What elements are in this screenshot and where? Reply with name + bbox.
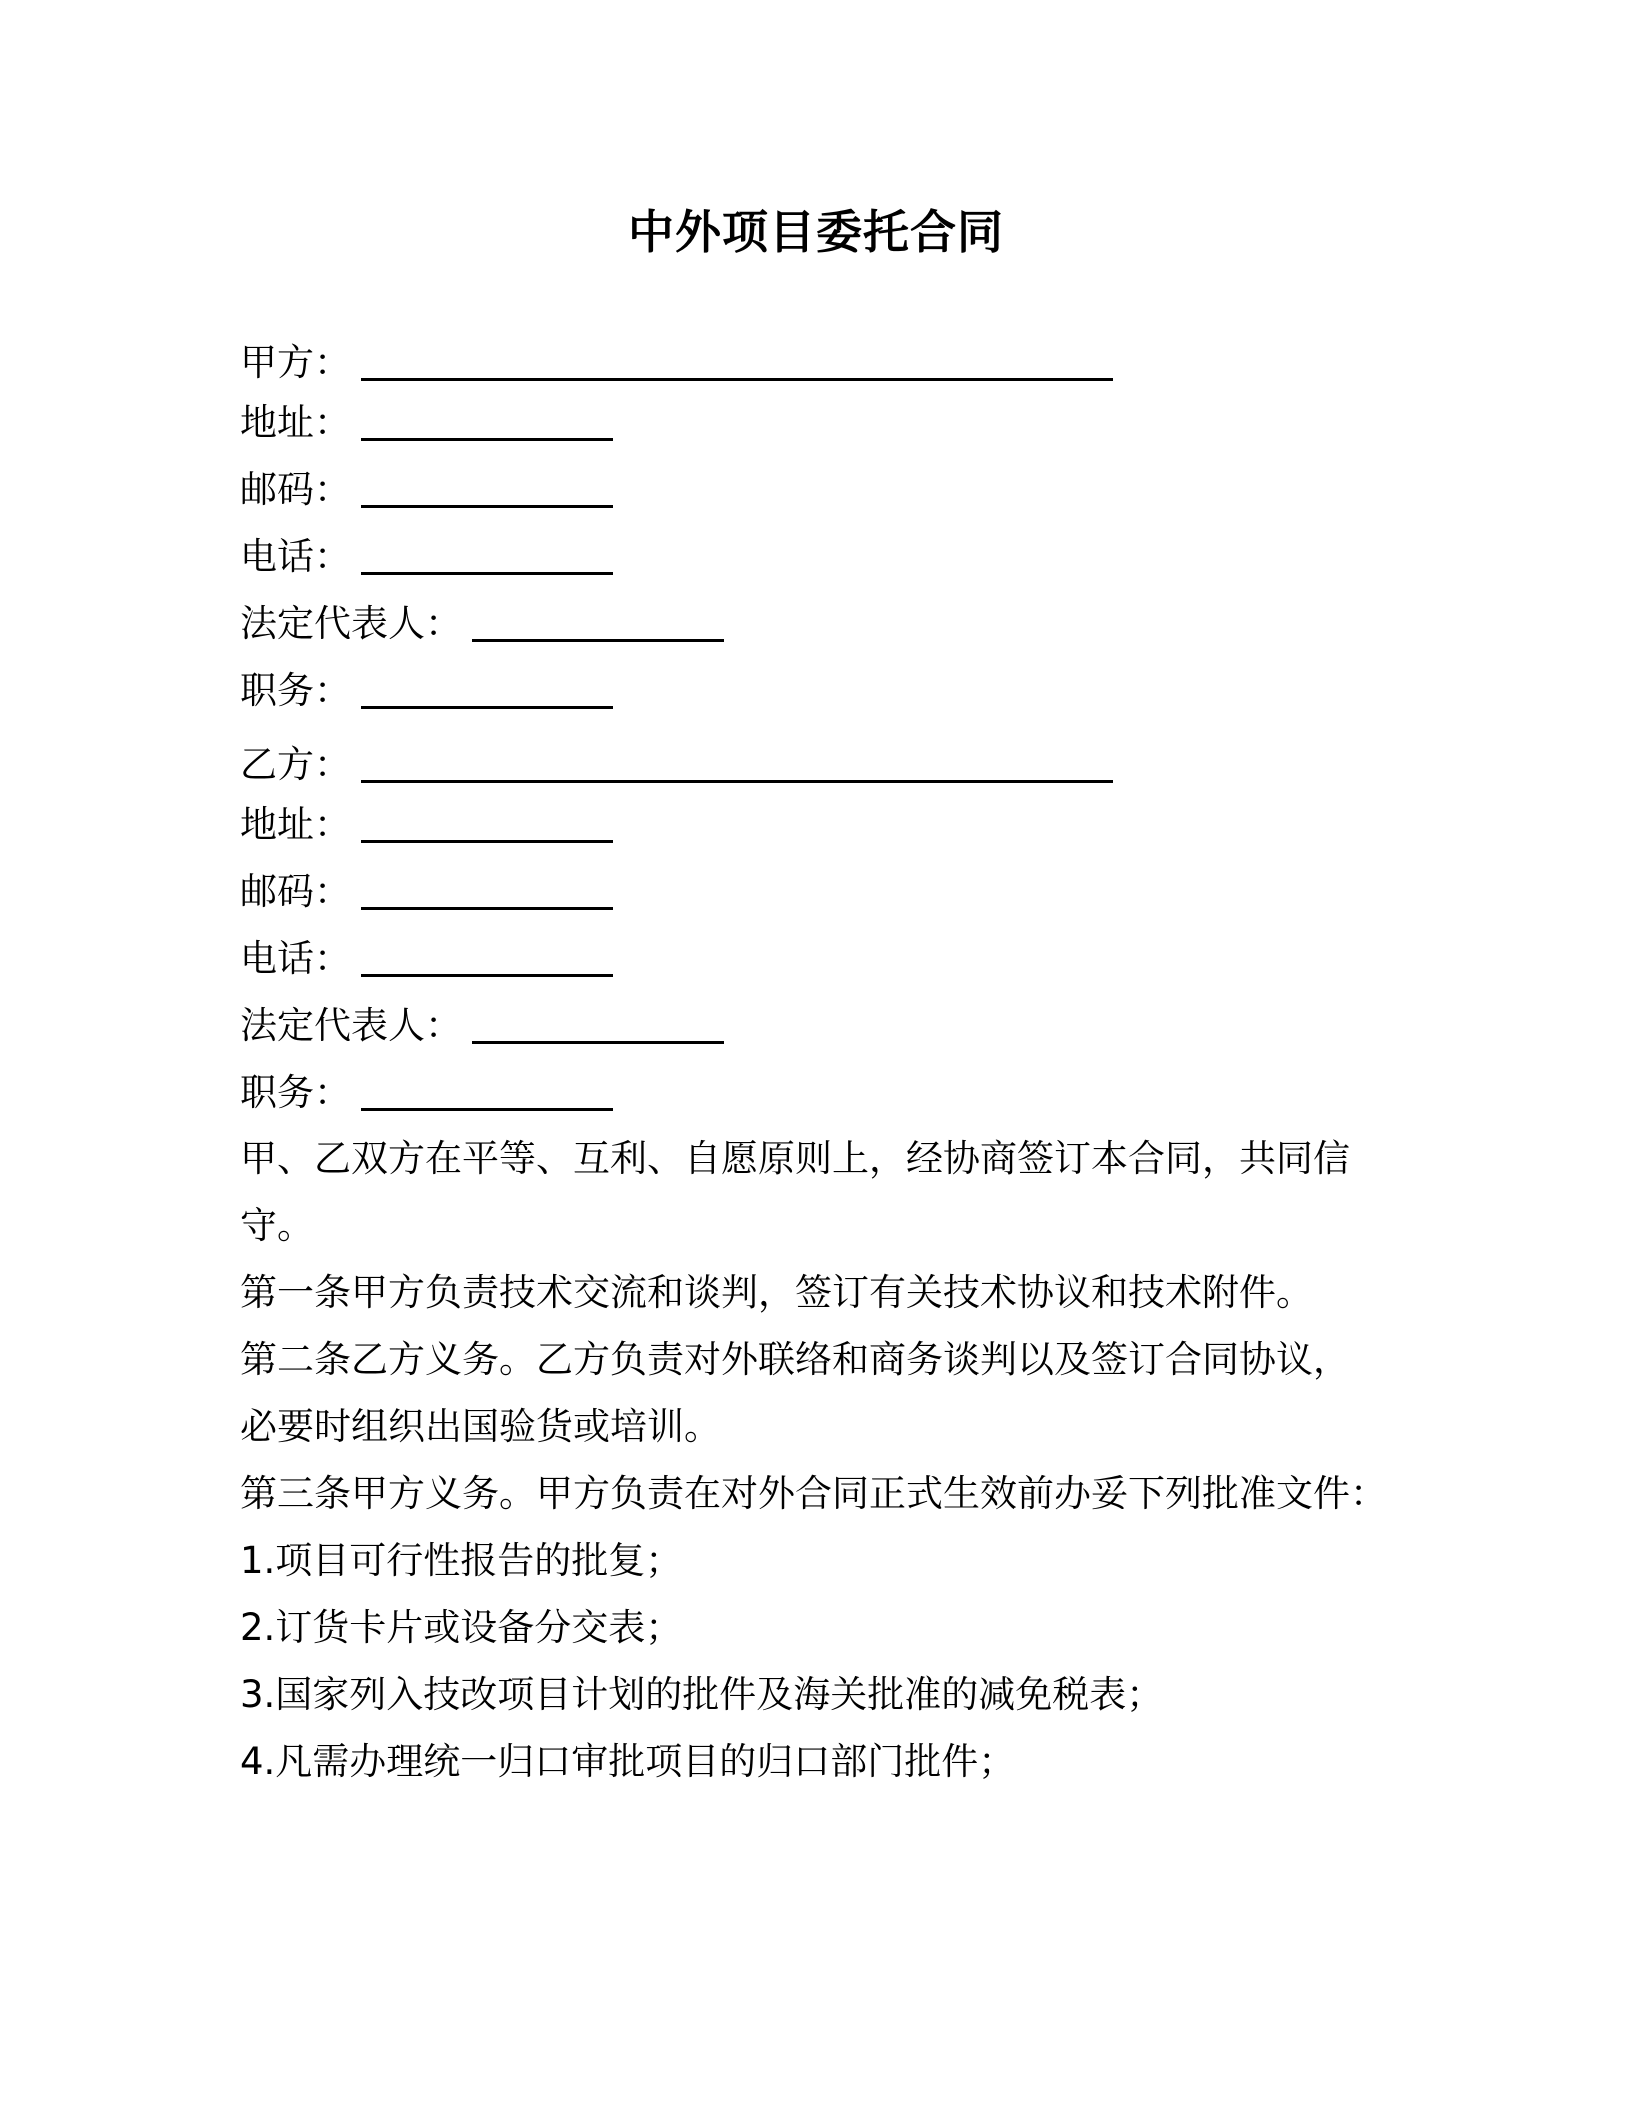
preamble-line-2: 守。 [240, 1204, 314, 1247]
party-a-postcode-field [240, 467, 613, 512]
list-item-3: 3.国家列入技改项目计划的批件及海关批准的减免税表； [240, 1673, 1164, 1716]
party-a-name-blank[interactable] [361, 340, 1113, 381]
party-b-postcode-label: 邮码： [240, 870, 351, 913]
party-b-postcode-blank[interactable] [361, 869, 613, 910]
party-a-phone-field [240, 534, 613, 579]
party-b-legal-rep-blank[interactable] [472, 1003, 724, 1044]
article-3: 第三条甲方义务。甲方负责在对外合同正式生效前办妥下列批准文件： [240, 1472, 1387, 1515]
list-item-2: 2.订货卡片或设备分交表； [240, 1606, 683, 1649]
party-b-name-label: 乙方： [240, 743, 351, 786]
party-b-position-label: 职务： [240, 1071, 351, 1114]
party-b-legal-rep-label: 法定代表人： [240, 1004, 462, 1047]
party-b-name-field [240, 742, 1113, 787]
party-a-legal-rep-field [240, 601, 724, 646]
party-b-postcode-field [240, 869, 613, 914]
list-item-1: 1.项目可行性报告的批复； [240, 1539, 683, 1582]
party-a-postcode-label: 邮码： [240, 468, 351, 511]
party-b-address-field [240, 802, 613, 847]
article-1: 第一条甲方负责技术交流和谈判，签订有关技术协议和技术附件。 [240, 1271, 1313, 1314]
party-a-name-field [240, 340, 1113, 385]
party-b-address-blank[interactable] [361, 802, 613, 843]
party-b-name-blank[interactable] [361, 742, 1113, 783]
party-a-address-blank[interactable] [361, 400, 613, 441]
party-a-phone-blank[interactable] [361, 534, 613, 575]
party-b-phone-field [240, 936, 613, 981]
party-a-phone-label: 电话： [240, 535, 351, 578]
party-b-address-label: 地址： [240, 803, 351, 846]
party-a-address-field [240, 400, 613, 445]
party-b-position-blank[interactable] [361, 1070, 613, 1111]
list-item-4: 4.凡需办理统一归口审批项目的归口部门批件； [240, 1740, 1016, 1783]
party-b-phone-label: 电话： [240, 937, 351, 980]
party-a-address-label: 地址： [240, 401, 351, 444]
document-title: 中外项目委托合同 [628, 205, 1004, 259]
article-2-line-2: 必要时组织出国验货或培训。 [240, 1405, 721, 1448]
preamble-line-1: 甲、乙双方在平等、互利、自愿原则上，经协商签订本合同，共同信 [240, 1137, 1350, 1180]
party-b-position-field [240, 1070, 613, 1115]
party-a-legal-rep-blank[interactable] [472, 601, 724, 642]
party-a-name-label: 甲方： [240, 341, 351, 384]
party-a-legal-rep-label: 法定代表人： [240, 602, 462, 645]
article-2-line-1: 第二条乙方义务。乙方负责对外联络和商务谈判以及签订合同协议， [240, 1338, 1350, 1381]
party-a-position-blank[interactable] [361, 668, 613, 709]
party-a-position-label: 职务： [240, 669, 351, 712]
party-b-phone-blank[interactable] [361, 936, 613, 977]
party-a-position-field [240, 668, 613, 713]
party-b-legal-rep-field [240, 1003, 724, 1048]
party-a-postcode-blank[interactable] [361, 467, 613, 508]
